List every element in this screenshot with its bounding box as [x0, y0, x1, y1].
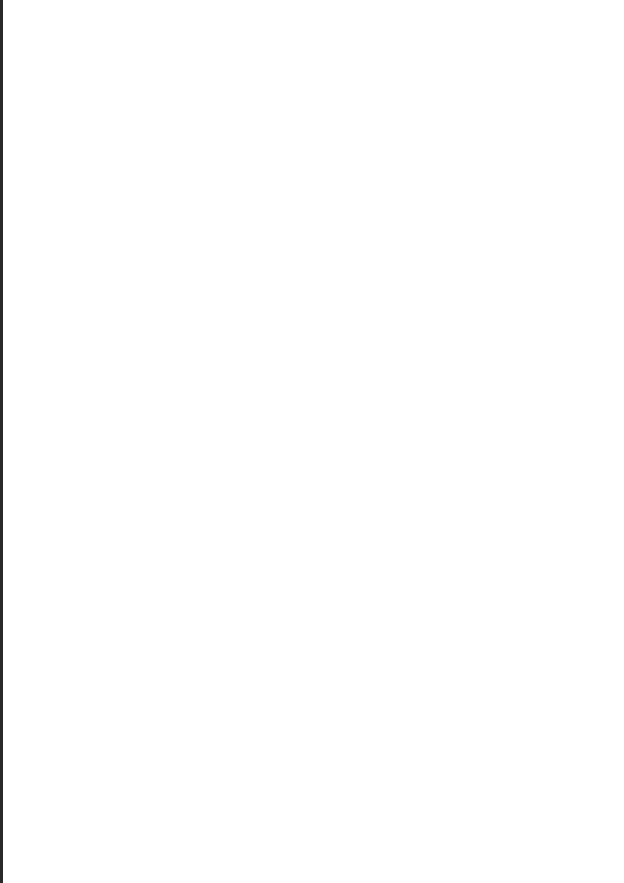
running-header	[62, 45, 562, 65]
table-of-contents	[62, 88, 562, 110]
page-edge	[0, 0, 3, 883]
